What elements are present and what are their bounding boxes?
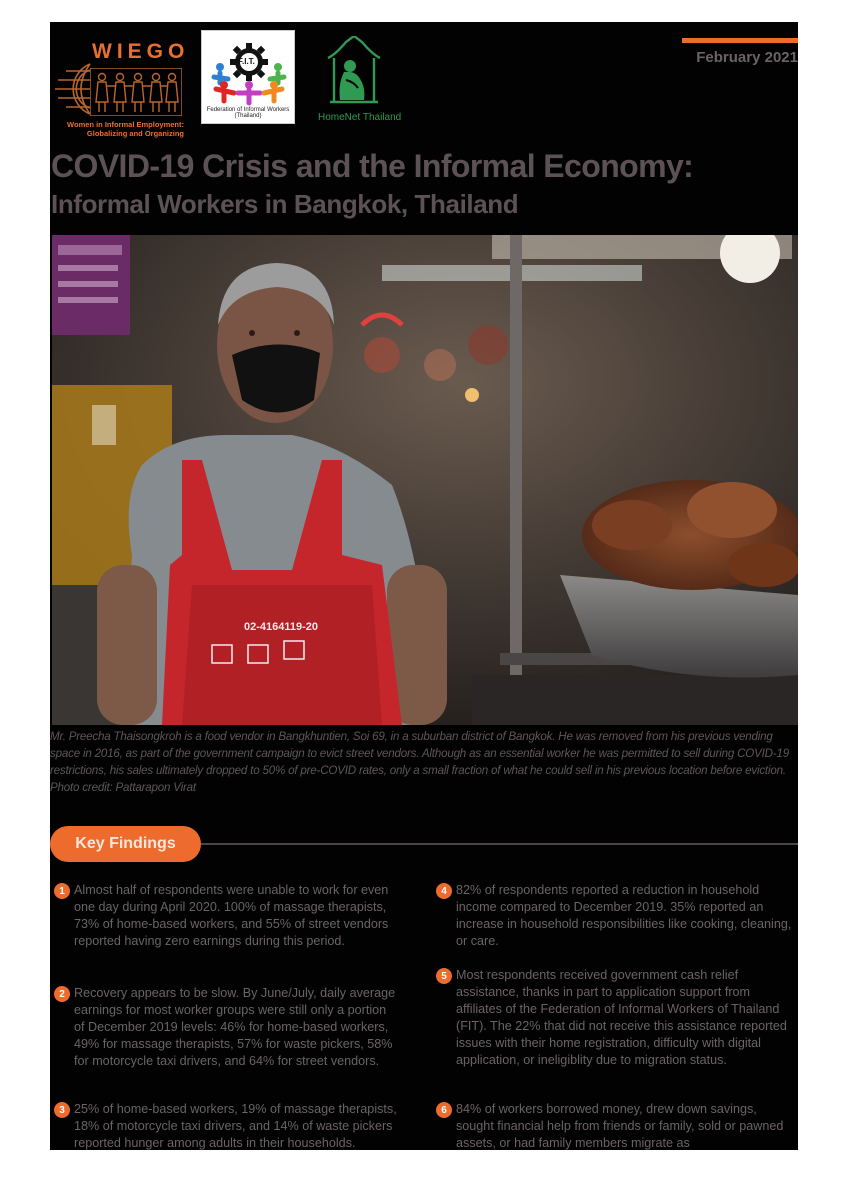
people-circle-icon (210, 59, 288, 107)
finding-text: Recovery appears to be slow. By June/July, daily average earnings for most worker groups were still only a portion of December 2019 levels: 46% for home-based workers, 49% for massage therapists, 57% for waste pickers, 58% for motorcycle taxi drivers, and 64% for street vendors. (74, 986, 396, 1068)
linked-women-figures-icon (90, 68, 182, 116)
date-accent-bar (682, 38, 798, 43)
cover-photo (52, 235, 798, 725)
homenet-label: HomeNet Thailand (318, 112, 402, 123)
finding-text: Almost half of respondents were unable to work for even one day during April 2020. 100% of massage therapists, 73% of home-based workers, and 55% of street vendors reported having zero earnings during this period. (74, 883, 389, 948)
finding-2 (52, 985, 397, 1070)
wiego-tagline (64, 120, 184, 138)
fit-ring-text: Federation of Informal Workers (Thailand) (206, 107, 290, 119)
wiego-tagline-line2: Globalizing and Organizing (86, 129, 184, 138)
fit-label: F.I.T. (238, 57, 255, 66)
finding-text: 82% of respondents reported a reduction in household income compared to December 2019. 35% reported an increase in household responsibilities like cooking, cleaning, or care. (456, 883, 792, 948)
publication-date: February 2021 (696, 49, 798, 66)
page-title: COVID-19 Crisis and the Informal Economy: (51, 148, 694, 184)
finding-text: Most respondents received government cash relief assistance, thanks in part to application support from affiliates of the Federation of Informal Workers of Thailand (FIT). The 22% that did not receive this assistance reported issues with their home registration, difficulty with digital application, or ineligiblity due to migration status. (456, 968, 787, 1067)
wiego-logo (50, 40, 190, 140)
finding-number-badge: 4 (436, 883, 452, 899)
finding-4 (434, 882, 798, 950)
document-page (50, 22, 798, 1150)
vendor-photo-illustration (52, 235, 798, 725)
finding-3 (52, 1101, 397, 1150)
homenet-logo (318, 36, 403, 128)
key-findings-heading: Key Findings (50, 826, 201, 862)
wiego-tagline-line1: Women in Informal Employment: (67, 120, 184, 129)
finding-text: 84% of workers borrowed money, drew down savings, sought financial help from friends or family, sold or pawned assets, or had family members migrate as (456, 1102, 784, 1150)
photo-caption: Mr. Preecha Thaisongkroh is a food vendor in Bangkhuntien, Soi 69, in a suburban district of Bangkok. He was removed from his previous vending space in 2016, as part of the government campaign to evict street vendors. Although as an essential worker he was permitted to sell during COVID-19 restrictions, his sales ultimately dropped to 50% of pre-COVID rates, only a small fraction of what he could sell in his previous location before eviction. Photo credit: Pattarapon Virat (50, 730, 789, 794)
finding-number-badge: 1 (54, 883, 70, 899)
finding-1 (52, 882, 397, 950)
globe-icon (52, 60, 92, 118)
apron-phone-text: 02-4164119-20 (244, 621, 319, 633)
finding-6 (434, 1101, 798, 1150)
finding-number-badge: 6 (436, 1102, 452, 1118)
page-subtitle: Informal Workers in Bangkok, Thailand (51, 189, 519, 219)
key-findings-divider (201, 843, 798, 845)
finding-text: 25% of home-based workers, 19% of massage therapists, 18% of motorcycle taxi drivers, and 14% of waste pickers reported hunger among adults in their households. (74, 1102, 397, 1150)
finding-number-badge: 3 (54, 1102, 70, 1118)
fit-logo (201, 30, 295, 124)
wiego-wordmark: WIEGO (92, 40, 190, 63)
thai-house-woman-icon (324, 36, 384, 104)
finding-number-badge: 5 (436, 968, 452, 984)
finding-number-badge: 2 (54, 986, 70, 1002)
finding-5 (434, 967, 798, 1069)
